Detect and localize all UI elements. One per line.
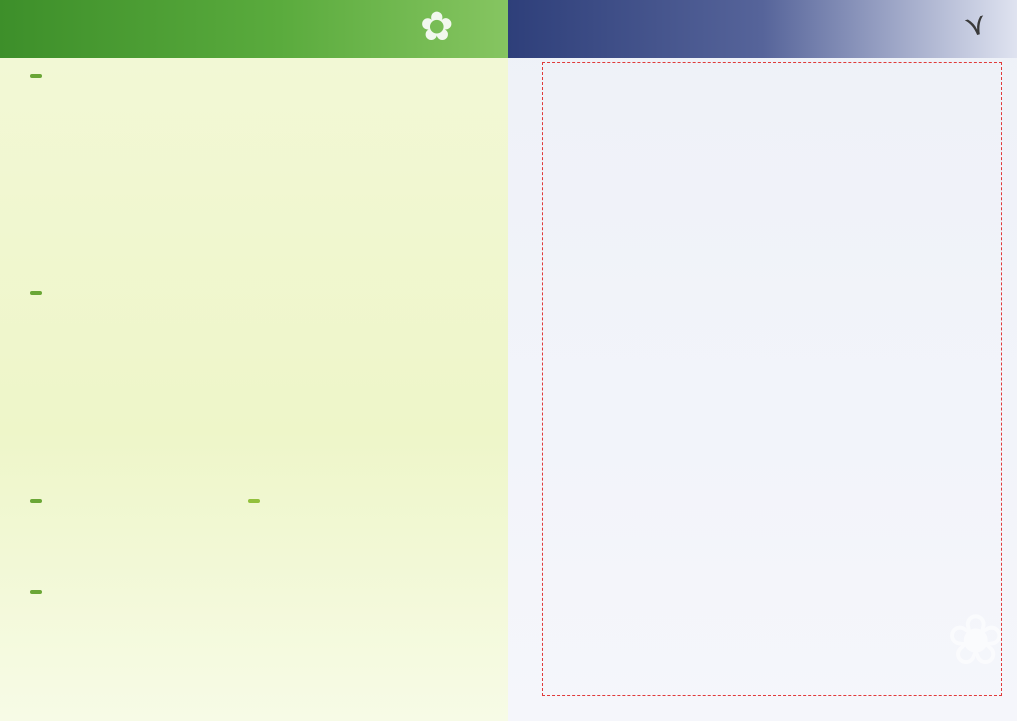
- dawn-header: [30, 495, 230, 506]
- flower-icon: ✿: [420, 4, 454, 50]
- right-page: [508, 0, 1017, 721]
- bird-icon: ⋎: [960, 5, 992, 46]
- afternoon-label: [30, 74, 42, 78]
- friday-header: [248, 495, 468, 506]
- afternoon-service-header: [30, 70, 470, 81]
- dawn-label: [30, 499, 42, 503]
- wednesday-service-header: [30, 287, 470, 298]
- left-page: [0, 0, 508, 721]
- service-header: [30, 586, 150, 597]
- lily-icon: ❀: [946, 599, 1005, 681]
- worship-banner: [0, 0, 508, 58]
- friday-label: [248, 499, 260, 503]
- news-banner: [508, 0, 1017, 58]
- service-label: [30, 590, 42, 594]
- wednesday-label: [30, 291, 42, 295]
- news-border: [542, 62, 1002, 696]
